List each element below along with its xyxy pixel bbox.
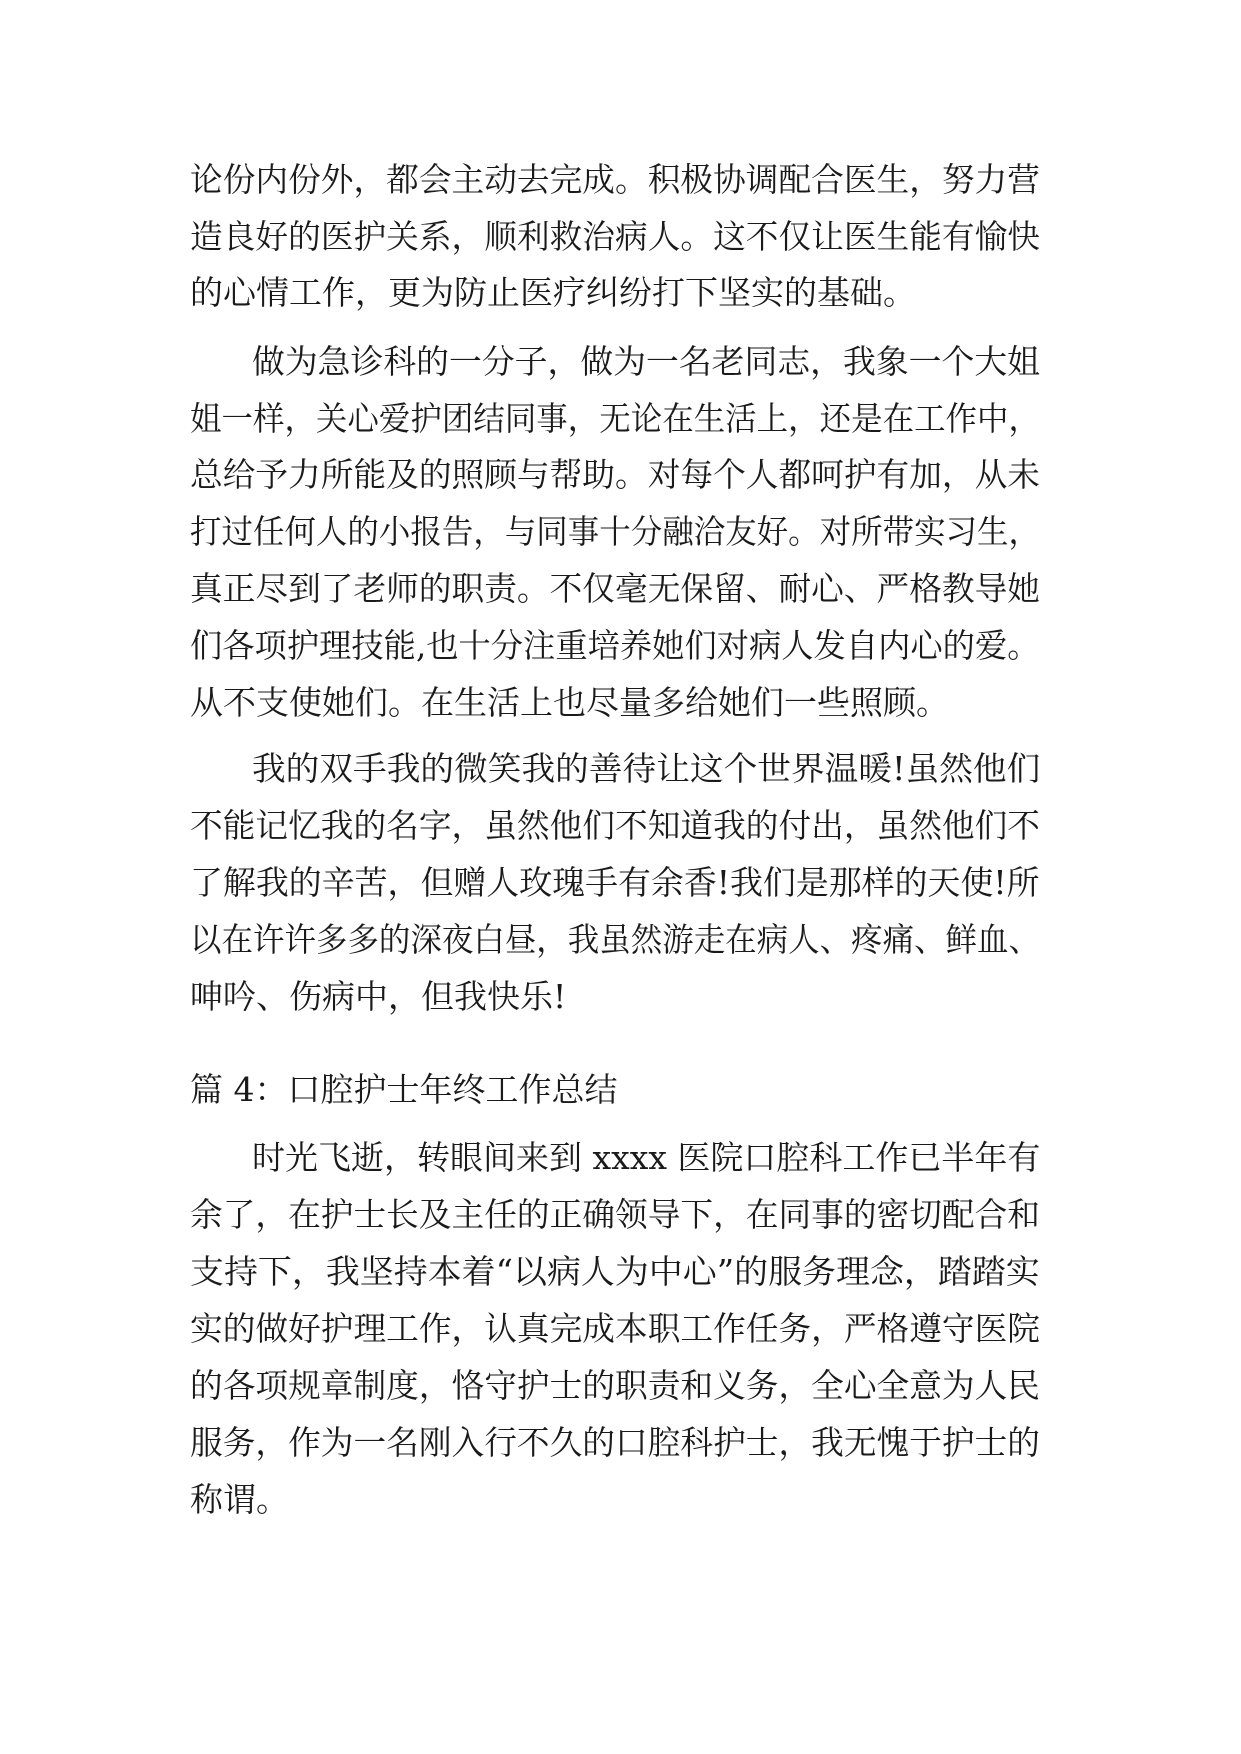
text-line-20: 实的做好护理工作，认真完成本职工作任务，严格遵守医院: [190, 1309, 1040, 1348]
text-line-9: 们各项护理技能,也十分注重培养她们对病人发自内心的爱。: [190, 626, 1040, 665]
text-line-11: 我的双手我的微笑我的善待让这个世界温暖!虽然他们: [252, 749, 1041, 788]
text-line-12: 不能记忆我的名字，虽然他们不知道我的付出，虽然他们不: [190, 806, 1040, 845]
text-line-5: 姐一样，关心爱护团结同事，无论在生活上，还是在工作中，: [190, 399, 1040, 438]
text-line-17: 时光飞逝，转眼间来到 xxxx 医院口腔科工作已半年有: [252, 1138, 1041, 1177]
text-line-15: 呻吟、伤病中，但我快乐!: [190, 977, 567, 1016]
section-heading: 篇 4：口腔护士年终工作总结: [190, 1070, 618, 1109]
text-line-3: 的心情工作，更为防止医疗纠纷打下坚实的基础。: [190, 273, 916, 312]
text-line-2: 造良好的医护关系，顺利救治病人。这不仅让医生能有愉快: [190, 217, 1040, 256]
text-line-13: 了解我的辛苦，但赠人玫瑰手有余香!我们是那样的天使!所: [190, 863, 1040, 902]
text-line-6: 总给予力所能及的照顾与帮助。对每个人都呵护有加，从未: [190, 455, 1040, 494]
text-line-14: 以在许许多多的深夜白昼，我虽然游走在病人、疼痛、鲜血、: [190, 920, 1040, 959]
text-line-8: 真正尽到了老师的职责。不仅毫无保留、耐心、严格教导她: [190, 569, 1040, 608]
text-line-10: 从不支使她们。在生活上也尽量多给她们一些照顾。: [190, 683, 949, 722]
text-line-18: 余了，在护士长及主任的正确领导下，在同事的密切配合和: [190, 1195, 1040, 1234]
text-line-19: 支持下，我坚持本着“以病人为中心”的服务理念，踏踏实: [190, 1252, 1040, 1291]
text-line-4: 做为急诊科的一分子，做为一名老同志，我象一个大姐: [252, 342, 1040, 381]
text-line-21: 的各项规章制度，恪守护士的职责和义务，全心全意为人民: [190, 1366, 1040, 1405]
text-line-22: 服务，作为一名刚入行不久的口腔科护士，我无愧于护士的: [190, 1423, 1040, 1462]
text-line-23: 称谓。: [190, 1480, 289, 1519]
text-line-1: 论份内份外，都会主动去完成。积极协调配合医生，努力营: [190, 160, 1040, 199]
text-line-7: 打过任何人的小报告，与同事十分融洽友好。对所带实习生，: [190, 512, 1040, 551]
